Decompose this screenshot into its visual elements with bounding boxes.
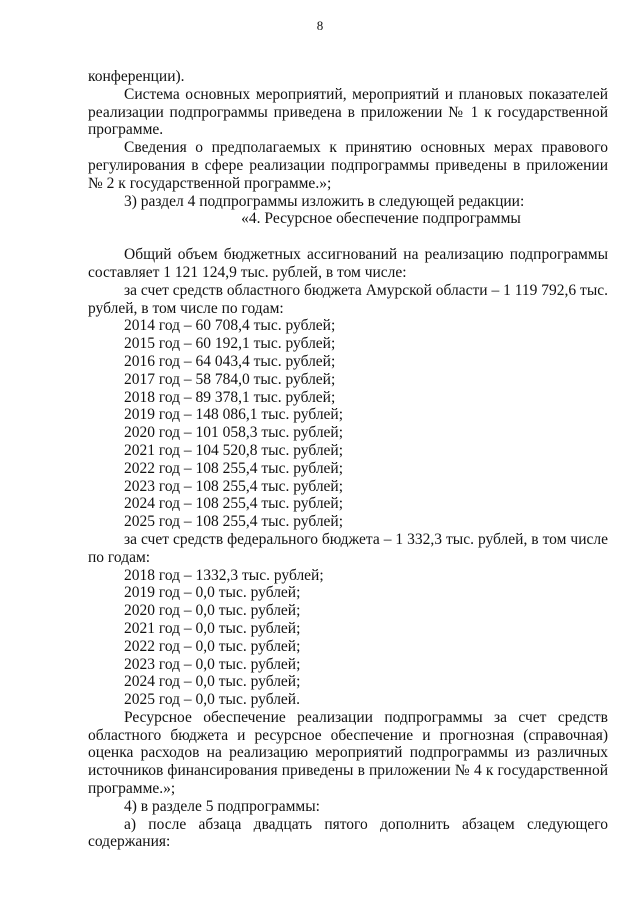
- list-item: 2020 год – 0,0 тыс. рублей;: [124, 602, 301, 620]
- paragraph: за счет средств федерального бюджета – 1 332,3 тыс. рублей, в том числе по годам:: [88, 530, 608, 566]
- list-item: 2021 год – 104 520,8 тыс. рублей;: [124, 441, 344, 459]
- regional-budget-years-list: [88, 317, 608, 531]
- list-item: 2019 год – 0,0 тыс. рублей;: [124, 584, 301, 602]
- page-number: 8: [316, 18, 324, 33]
- list-item: 2024 год – 108 255,4 тыс. рублей;: [124, 495, 344, 513]
- list-item: 2024 год – 0,0 тыс. рублей;: [124, 673, 301, 691]
- paragraph: 4) в разделе 5 подпрограммы:: [124, 797, 320, 815]
- federal-budget-years-list: [88, 567, 608, 709]
- list-item: 2022 год – 0,0 тыс. рублей;: [124, 637, 301, 655]
- list-item: 2025 год – 108 255,4 тыс. рублей;: [124, 513, 344, 531]
- paragraph: за счет средств областного бюджета Амурской области – 1 119 792,6 тыс. рублей, в том числе по годам:: [88, 281, 608, 317]
- section-heading: «4. Ресурсное обеспечение подпрограммы: [241, 210, 521, 228]
- list-item: 2019 год – 148 086,1 тыс. рублей;: [124, 406, 344, 424]
- list-item: 2020 год – 101 058,3 тыс. рублей;: [124, 424, 344, 442]
- list-item: 2018 год – 1332,3 тыс. рублей;: [124, 566, 324, 584]
- paragraph: конференции).: [88, 68, 185, 85]
- list-item: 2022 год – 108 255,4 тыс. рублей;: [124, 459, 344, 477]
- list-item: 2025 год – 0,0 тыс. рублей.: [124, 691, 300, 709]
- document-body: [88, 68, 608, 851]
- blank-line: [88, 228, 608, 246]
- paragraph: Сведения о предполагаемых к принятию основных мерах правового регулирования в сфере реализации подпрограммы приведены в приложении № 2 к государственной программе.»;: [88, 139, 608, 192]
- paragraph: Система основных мероприятий, мероприятий и плановых показателей реализации подпрограммы приведена в приложении № 1 к государственной программе.: [88, 85, 608, 139]
- list-item: 2016 год – 64 043,4 тыс. рублей;: [124, 352, 336, 370]
- list-item: 2021 год – 0,0 тыс. рублей;: [124, 619, 301, 637]
- list-item: 2023 год – 108 255,4 тыс. рублей;: [124, 477, 344, 495]
- paragraph: Ресурсное обеспечение реализации подпрограммы за счет средств областного бюджета и ресурсное обеспечение и прогнозная (справочная) оценка расходов на реализацию мероприятий подпрограммы из различных источников финансирования приведены в приложении № 4 к государственной программе.»;: [88, 708, 608, 798]
- list-item: 2017 год – 58 784,0 тыс. рублей;: [124, 370, 336, 388]
- paragraph: Общий объем бюджетных ассигнований на реализацию подпрограммы составляет 1 121 124,9 тыс. рублей, в том числе:: [88, 246, 608, 281]
- list-item: 2023 год – 0,0 тыс. рублей;: [124, 655, 301, 673]
- list-item: 2014 год – 60 708,4 тыс. рублей;: [124, 317, 336, 335]
- paragraph: а) после абзаца двадцать пятого дополнить абзацем следующего содержания:: [88, 815, 608, 851]
- paragraph: 3) раздел 4 подпрограммы изложить в следующей редакции:: [124, 192, 525, 210]
- list-item: 2015 год – 60 192,1 тыс. рублей;: [124, 335, 336, 353]
- list-item: 2018 год – 89 378,1 тыс. рублей;: [124, 388, 336, 406]
